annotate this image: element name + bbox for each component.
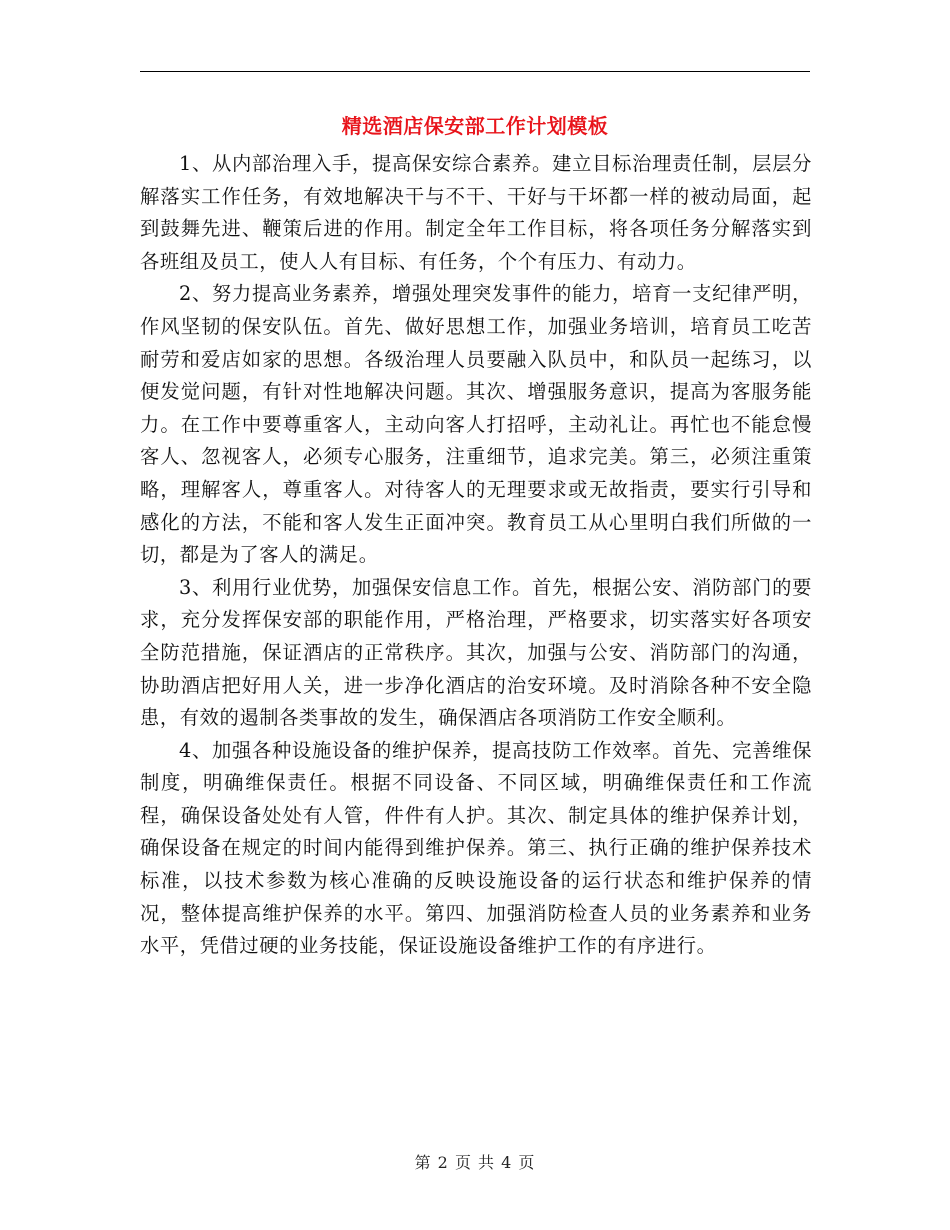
document-title: 精选酒店保安部工作计划模板 xyxy=(341,114,609,138)
page-number: 第 2 页 共 4 页 xyxy=(414,1153,536,1172)
paragraph-2: 2、努力提高业务素养，增强处理突发事件的能力，培育一支纪律严明，作风坚韧的保安队伍。首先、做好思想工作，加强业务培训，培育员工吃苦耐劳和爱店如家的思想。各级治理人员要融入队员中，和队员一起练习，以便发觉问题，有针对性地解决问题。其次、增强服务意识，提高为客服务能力。在工作中要尊重客人，主动向客人打招呼，主动礼让。再忙也不能怠慢客人、忽视客人，必须专心服务，注重细节，追求完美。第三，必须注重策略，理解客人，尊重客人。对待客人的无理要求或无故指责，要实行引导和感化的方法，不能和客人发生正面冲突。教育员工从心里明白我们所做的一切，都是为了客人的满足。 xyxy=(140,282,812,567)
document-body xyxy=(140,148,812,963)
paragraph-1: 1、从内部治理入手，提高保安综合素养。建立目标治理责任制，层层分解落实工作任务，有效地解决干与不干、干好与干坏都一样的被动局面，起到鼓舞先进、鞭策后进的作用。制定全年工作目标，将各项任务分解落实到各班组及员工，使人人有目标、有任务，个个有压力、有动力。 xyxy=(140,152,812,273)
header-rule xyxy=(140,71,810,72)
paragraph-3: 3、利用行业优势，加强保安信息工作。首先，根据公安、消防部门的要求，充分发挥保安部的职能作用，严格治理，严格要求，切实落实好各项安全防范措施，保证酒店的正常秩序。其次，加强与公安、消防部门的沟通，协助酒店把好用人关，进一步净化酒店的治安环境。及时消除各种不安全隐患，有效的遏制各类事故的发生，确保酒店各项消防工作安全顺利。 xyxy=(140,575,812,730)
paragraph-4: 4、加强各种设施设备的维护保养，提高技防工作效率。首先、完善维保制度，明确维保责任。根据不同设备、不同区域，明确维保责任和工作流程，确保设备处处有人管，件件有人护。其次、制定具体的维护保养计划，确保设备在规定的时间内能得到维护保养。第三、执行正确的维护保养技术标准，以技术参数为核心准确的反映设施设备的运行状态和维护保养的情况，整体提高维护保养的水平。第四、加强消防检查人员的业务素养和业务水平，凭借过硬的业务技能，保证设施设备维护工作的有序进行。 xyxy=(140,738,812,958)
